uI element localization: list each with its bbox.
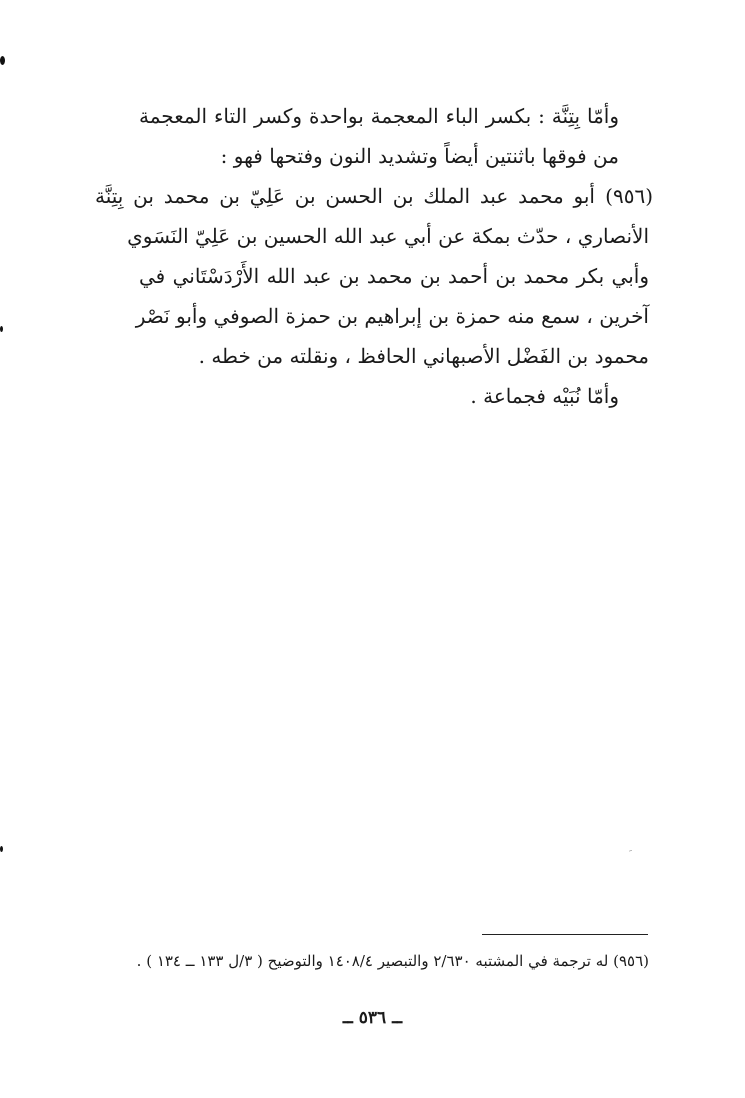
entry-paragraph [95, 176, 595, 216]
entry-number: (٩٥٦) [605, 184, 653, 208]
entry-paragraph-continued [127, 216, 649, 416]
text-line: وأبي بكر محمد بن أحمد بن محمد بن عبد الله الأَرْدَسْتَاني في [139, 264, 649, 288]
intro-paragraph [139, 96, 649, 176]
text-line: أبو محمد عبد الملك بن الحسن بن عَلِيّ بن محمد بن بِتِنَّة [95, 184, 595, 208]
scan-mark [0, 846, 3, 852]
scan-speck [628, 842, 634, 852]
footnote-divider [482, 934, 648, 935]
scan-mark [0, 326, 3, 332]
text-line: محمود بن الفَضْل الأصبهاني الحافظ ، ونقلته من خطه . [198, 344, 649, 368]
text-line: وأمّا بِتِنَّة : بكسر الباء المعجمة بواحدة وكسر التاء المعجمة [139, 104, 620, 128]
scan-mark [0, 56, 5, 65]
text-line: الأنصاري ، حدّث بمكة عن أبي عبد الله الحسين بن عَلِيّ النَسَوي [127, 224, 649, 248]
text-line: آخرين ، سمع منه حمزة بن إبراهيم بن حمزة الصوفي وأبو نَصْر [135, 304, 649, 328]
footnote: (٩٥٦) له ترجمة في المشتبه ٢/٦٣٠ والتبصير ١٤٠٨/٤ والتوضيح ( ٣/ل ١٣٣ ــ ١٣٤ ) . [136, 952, 649, 970]
closing-line: وأمّا نُبَيْه فجماعة . [470, 384, 619, 408]
page-number: ــ ٥٣٦ ــ [342, 1008, 403, 1028]
text-line: من فوقها باثنتين أيضاً وتشديد النون وفتحها فهو : [220, 144, 619, 168]
